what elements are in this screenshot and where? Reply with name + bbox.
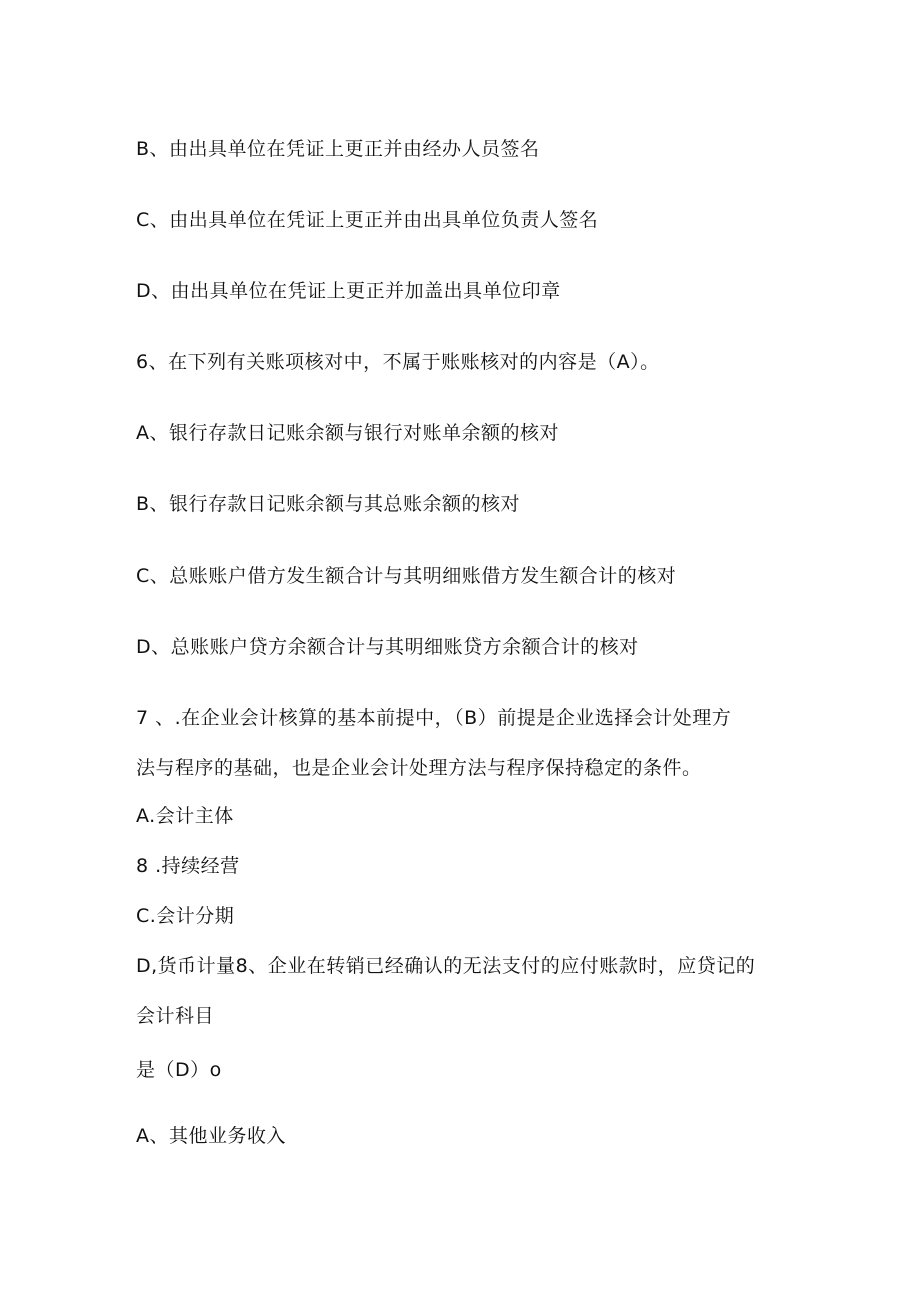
option-5-d: D、由出具单位在凭证上更正并加盖出具单位印章 — [136, 280, 561, 302]
option-7-a: A.会计主体 — [136, 805, 234, 827]
question-7-line-1: 7 、.在企业会计核算的基本前提中，（B）前提是企业选择会计处理方 — [136, 707, 732, 729]
option-8-a: A、其他业务收入 — [136, 1125, 286, 1147]
option-7-b: 8 .持续经营 — [136, 855, 240, 877]
option-6-a: A、银行存款日记账余额与银行对账单余额的核对 — [136, 422, 559, 444]
option-7-c: C.会计分期 — [136, 905, 235, 927]
option-6-c: C、总账账户借方发生额合计与其明细账借方发生额合计的核对 — [136, 565, 677, 587]
question-8-line-3: 是（D）o — [136, 1059, 222, 1081]
option-5-b: B、由出具单位在凭证上更正并由经办人员签名 — [136, 138, 540, 160]
question-6: 6、在下列有关账项核对中，不属于账账核对的内容是（A）。 — [136, 351, 660, 373]
option-5-c: C、由出具单位在凭证上更正并由出具单位负责人签名 — [136, 209, 599, 231]
question-8-line-2: 会计科目 — [136, 1005, 215, 1027]
option-6-b: B、银行存款日记账余额与其总账余额的核对 — [136, 493, 521, 515]
option-7-d-question-8: D,货币计量8、企业在转销已经确认的无法支付的应付账款时，应贷记的 — [136, 955, 756, 977]
option-6-d: D、总账账户贷方余额合计与其明细账贷方余额合计的核对 — [136, 636, 639, 658]
question-7-line-2: 法与程序的基础，也是企业会计处理方法与程序保持稳定的条件。 — [136, 757, 702, 779]
